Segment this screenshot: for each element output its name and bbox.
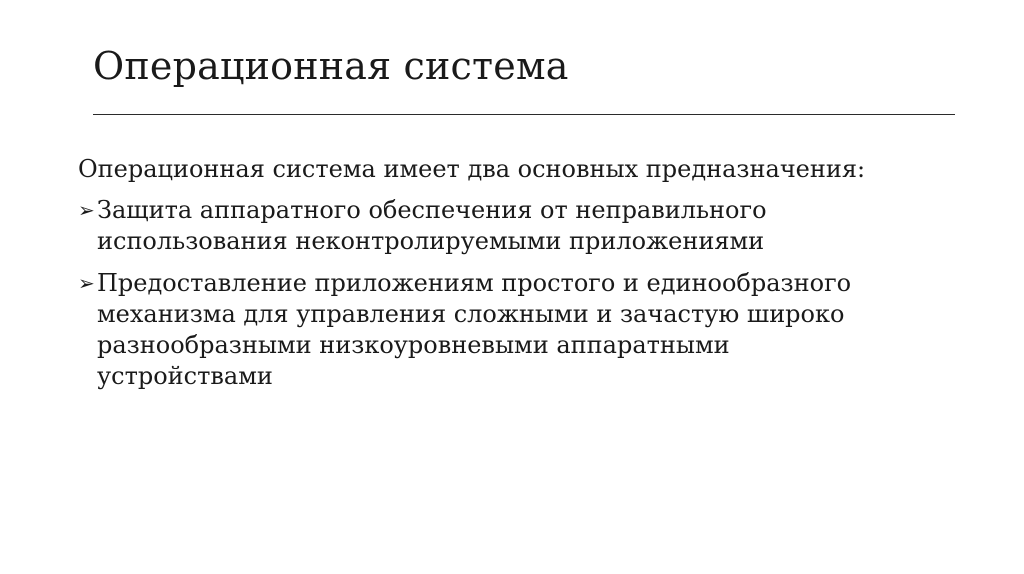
bullet-text: Защита аппаратного обеспечения от неправильного использования неконтролируемыми приложениями bbox=[97, 196, 767, 255]
arrow-bullet-icon: ➢ bbox=[78, 198, 95, 222]
bullet-item bbox=[78, 195, 958, 257]
title-divider bbox=[93, 114, 955, 115]
intro-text: Операционная система имеет два основных предназначения: bbox=[78, 155, 866, 183]
arrow-bullet-icon: ➢ bbox=[78, 271, 95, 295]
bullet-item bbox=[78, 268, 958, 392]
slide-title: Операционная система bbox=[93, 44, 569, 88]
slide-content bbox=[78, 154, 958, 403]
bullet-text: Предоставление приложениям простого и единообразного механизма для управления сложными и зачастую широко разнообразными низкоуровневыми аппаратными устройствами bbox=[97, 269, 852, 390]
bullet-list bbox=[78, 195, 958, 392]
